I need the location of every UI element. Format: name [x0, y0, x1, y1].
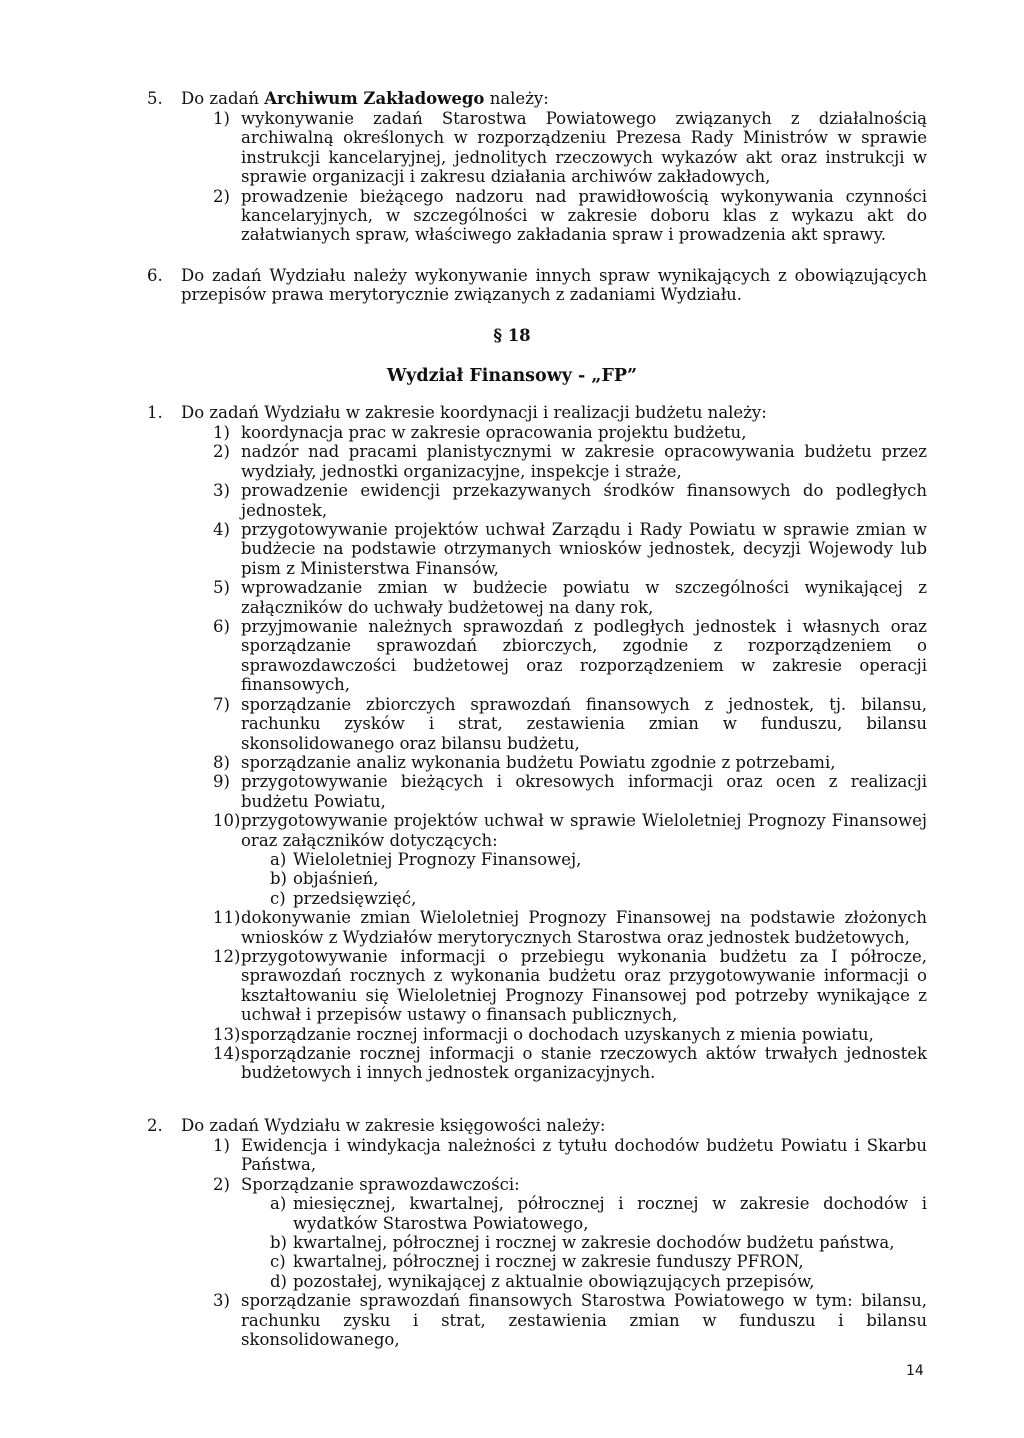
point-5-intro: Do zadań Archiwum Zakładowego należy: [181, 89, 549, 108]
list-item: 10) przygotowywanie projektów uchwał w sprawie Wieloletniej Prognozy Finansowej oraz załączników dotyczących: a) Wieloletniej Prognozy Finansowej, b) objaśnień, c) przedsięwzięć, [213, 811, 927, 908]
section-title: Wydział Finansowy - „FP” [386, 366, 638, 386]
list-item: 11) dokonywanie zmian Wieloletniej Prognozy Finansowej na podstawie złożonych wniosków z Wydziałów merytorycznych Starostwa oraz jednostek budżetowych, [213, 908, 927, 947]
point-number: 6. [147, 266, 163, 285]
archive-name: Archiwum Zakładowego [264, 89, 485, 108]
sub-list-item: b) kwartalnej, półrocznej i rocznej w zakresie dochodów budżetu państwa, [270, 1233, 895, 1253]
point-5 [147, 89, 927, 108]
point-2: 2. Do zadań Wydziału w zakresie księgowości należy: [147, 1116, 606, 1135]
point-number: 1. [147, 403, 163, 422]
page-number: 14 [906, 1363, 924, 1379]
list-item: 1) koordynacja prac w zakresie opracowania projektu budżetu, [213, 423, 747, 442]
sub-list-item: a) miesięcznej, kwartalnej, półrocznej i rocznej w zakresie dochodów i wydatków Starostwa Powiatowego, [270, 1194, 927, 1233]
list-item: 2) prowadzenie bieżącego nadzoru nad prawidłowością wykonywania czynności kancelaryjnych, w szczególności w zakresie doboru klas z wykazu akt do załatwianych spraw, właściwego zakładania spraw i prowadzenia akt sprawy. [213, 186, 927, 245]
sub-list-item: d) pozostałej, wynikającej z aktualnie obowiązujących przepisów, [270, 1271, 815, 1291]
list-item: 12) przygotowywanie informacji o przebiegu wykonania budżetu za I półrocze, sprawozdań rocznych z wykonania budżetu oraz przygotowywanie informacji o kształtowaniu się Wieloletniej Prognozy Finansowej pod potrzeby wynikające z uchwał i przepisów ustawy o finansach publicznych, [213, 946, 927, 1025]
point-1-list [213, 423, 927, 1083]
list-item: 9) przygotowywanie bieżących i okresowych informacji oraz ocen z realizacji budżetu Powiatu, [213, 772, 927, 811]
list-item: 13) sporządzanie rocznej informacji o dochodach uzyskanych z mienia powiatu, [213, 1024, 874, 1044]
point-5-list [213, 109, 927, 245]
list-item: 1) Ewidencja i windykacja należności z tytułu dochodów budżetu Powiatu i Skarbu Państwa, [213, 1136, 927, 1175]
sub-list-item: b) objaśnień, [270, 869, 379, 889]
sub-list-item: c) kwartalnej, półrocznej i rocznej w zakresie funduszy PFRON, [270, 1252, 804, 1272]
sub-list [270, 1194, 927, 1291]
list-item: 2) nadzór nad pracami planistycznymi w zakresie opracowywania budżetu przez wydziały, jednostki organizacyjne, inspekcje i straże, [213, 442, 927, 481]
point-1: 1. Do zadań Wydziału w zakresie koordynacji i realizacji budżetu należy: [147, 403, 767, 422]
list-item: 5) wprowadzanie zmian w budżecie powiatu w szczególności wynikającej z załączników do uchwały budżetowej na dany rok, [213, 578, 927, 617]
point-number: 5. [147, 89, 163, 108]
sub-list [270, 850, 927, 908]
point-6: 6. Do zadań Wydziału należy wykonywanie innych spraw wynikających z obowiązujących przepisów prawa merytorycznie związanych z zadaniami Wydziału. [147, 266, 927, 305]
list-item: 6) przyjmowanie należnych sprawozdań z podległych jednostek i własnych oraz sporządzanie sprawozdań zbiorczych, zgodnie z rozporządzeniem o sprawozdawczości budżetowej oraz rozporządzeniem w zakresie operacji finansowych, [213, 617, 927, 695]
list-item: 4) przygotowywanie projektów uchwał Zarządu i Rady Powiatu w sprawie zmian w budżecie na podstawie otrzymanych wniosków jednostek, decyzji Wojewody lub pism z Ministerstwa Finansów, [213, 520, 927, 578]
list-item: 14) sporządzanie rocznej informacji o stanie rzeczowych aktów trwałych jednostek budżetowych i innych jednostek organizacyjnych. [213, 1044, 927, 1083]
sub-list-item: a) Wieloletniej Prognozy Finansowej, [270, 849, 582, 869]
list-item: 8) sporządzanie analiz wykonania budżetu Powiatu zgodnie z potrzebami, [213, 752, 836, 772]
point-2-list [213, 1136, 927, 1349]
list-item: 3) sporządzanie sprawozdań finansowych Starostwa Powiatowego w tym: bilansu, rachunku zysku i strat, zestawienia zmian w funduszu i bilansu skonsolidowanego, [213, 1291, 927, 1350]
list-item: 7) sporządzanie zbiorczych sprawozdań finansowych z jednostek, tj. bilansu, rachunku zysków i strat, zestawienia zmian w funduszu, bilansu skonsolidowanego oraz bilansu budżetu, [213, 694, 927, 753]
point-number: 2. [147, 1116, 163, 1135]
list-item: 1) wykonywanie zadań Starostwa Powiatowego związanych z działalnością archiwalną określonych w rozporządzeniu Prezesa Rady Ministrów w sprawie instrukcji kancelaryjnej, jednolitych rzeczowych wykazów akt oraz instrukcji w sprawie organizacji i zakresu działania archiwów zakładowych, [213, 109, 927, 187]
paragraph-number: § 18 [493, 326, 531, 345]
list-item: 3) prowadzenie ewidencji przekazywanych środków finansowych do podległych jednostek, [213, 481, 927, 520]
list-item: 2) Sporządzanie sprawozdawczości: a) miesięcznej, kwartalnej, półrocznej i rocznej w zakresie dochodów i wydatków Starostwa Powiatowego, b) kwartalnej, półrocznej i rocznej w zakresie dochodów budżetu państwa, c) kwartalnej, półrocznej i rocznej w zakresie funduszy PFRON, d) pozostałej, wynikającej z aktualnie obowiązujących przepisów, [213, 1174, 927, 1291]
sub-list-item: c) przedsięwzięć, [270, 888, 417, 908]
